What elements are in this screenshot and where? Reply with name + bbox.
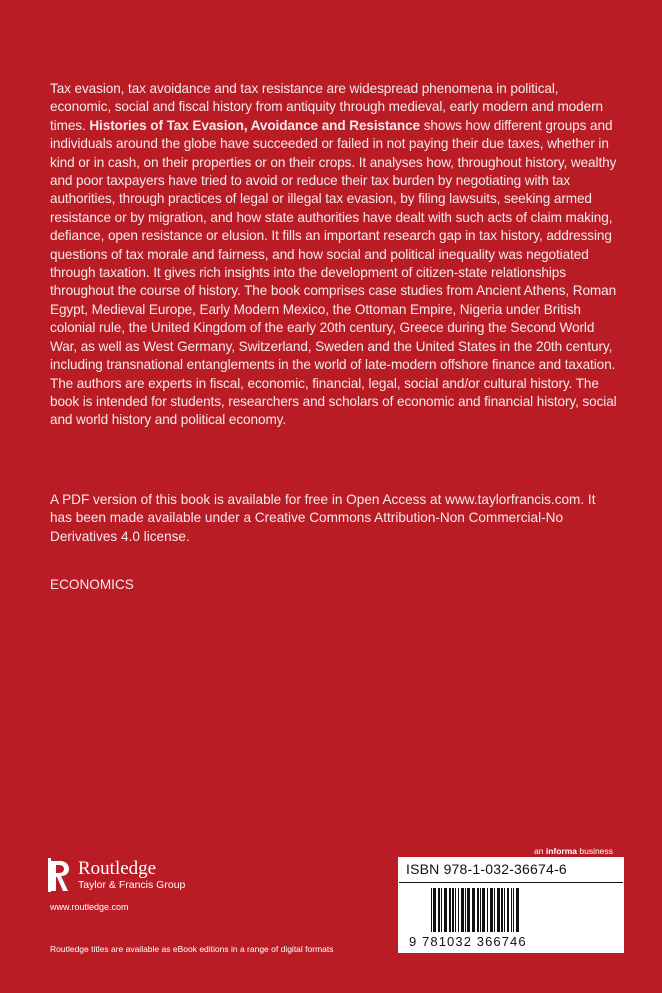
barcode-bar <box>458 888 459 932</box>
publisher-name: Routledge <box>78 857 157 879</box>
informa-prefix: an <box>534 846 546 856</box>
isbn-label: ISBN 978-1-032-36674-6 <box>406 861 567 877</box>
barcode-bar <box>487 888 488 932</box>
barcode-bar <box>511 888 512 932</box>
description-intro: Tax evasion, tax avoidance and tax resistance are widespread phenomena in political, economic, social and fiscal history from antiquity through medieval, early modern and modern times. <box>50 81 603 133</box>
barcode-bar <box>449 888 451 932</box>
routledge-r-icon <box>48 857 72 893</box>
barcode-box <box>398 857 624 953</box>
barcode-bar <box>444 888 447 932</box>
barcode-bar <box>431 888 432 932</box>
barcode-bar <box>480 888 481 932</box>
barcode-bar <box>494 888 495 932</box>
barcode-bar <box>504 888 505 932</box>
isbn-divider <box>399 882 623 883</box>
informa-tagline <box>534 846 613 856</box>
routledge-logo <box>48 857 185 893</box>
barcode-bar <box>441 888 442 932</box>
barcode-image <box>429 888 609 938</box>
barcode-bar <box>482 888 485 932</box>
description-body: shows how different groups and individuals around the globe have succeeded or failed in not paying their due taxes, whether in kind or in cash, on their properties or on their crops. It analyses how, throughout history, wealthy and poor taxpayers have tried to avoid or reduce their tax burden by negotiating with tax authorities, through practices of legal or illegal tax evasion, by filing lawsuits, seeking armed resistance or by migration, and how state authorities have dealt with such acts of claim making, defiance, open resistance or elusion. It fills an important research gap in tax history, addressing questions of tax morale and fairness, and how social and political inequality was negotiated through taxation. It gives rich insights into the development of citizen-state relationships throughout the course of history. The book comprises case studies from Ancient Athens, Roman Egypt, Medieval Europe, Early Modern Mexico, the Ottoman Empire, Nigeria under British colonial rule, the United Kingdom of the early 20th century, Greece during the Second World War, as well as West Germany, Switzerland, Sweden and the United States in the 20th century, including transnational entanglements in the world of late-modern offshore finance and taxation. The authors are experts in fiscal, economic, financial, legal, social and/or cultural history. The book is intended for students, researchers and scholars of economic and financial history, social and world history and political economy. <box>50 117 617 428</box>
barcode-bar <box>433 888 436 932</box>
ebook-note: Routledge titles are available as eBook editions in a range of digital formats <box>50 944 334 954</box>
informa-brand: informa <box>545 846 577 856</box>
barcode-bar <box>472 888 475 932</box>
barcode-bar <box>452 888 454 932</box>
barcode-bar <box>513 888 514 932</box>
book-description <box>50 80 618 430</box>
barcode-bar <box>438 888 440 932</box>
barcode-bar <box>455 888 456 932</box>
publisher-website: www.routledge.com <box>50 902 129 912</box>
informa-suffix: business <box>577 846 613 856</box>
subject-category: ECONOMICS <box>50 577 134 592</box>
barcode-bar <box>490 888 493 932</box>
barcode-bar <box>477 888 479 932</box>
barcode-bar <box>497 888 500 932</box>
book-title: Histories of Tax Evasion, Avoidance and Resistance <box>89 117 421 133</box>
barcode-bar <box>467 888 470 932</box>
barcode-bar <box>501 888 503 932</box>
barcode-bar <box>461 888 464 932</box>
barcode-bar <box>516 888 519 932</box>
open-access-notice: A PDF version of this book is available for free in Open Access at www.taylorfrancis.com. It has been made available under a Creative Commons Attribution-Non Commercial-No Derivatives 4.0 license. <box>50 492 596 544</box>
barcode-bar <box>465 888 466 932</box>
barcode-digits: 9 781032 366746 <box>409 934 527 949</box>
barcode-bar <box>507 888 509 932</box>
publisher-group: Taylor & Francis Group <box>78 878 186 891</box>
